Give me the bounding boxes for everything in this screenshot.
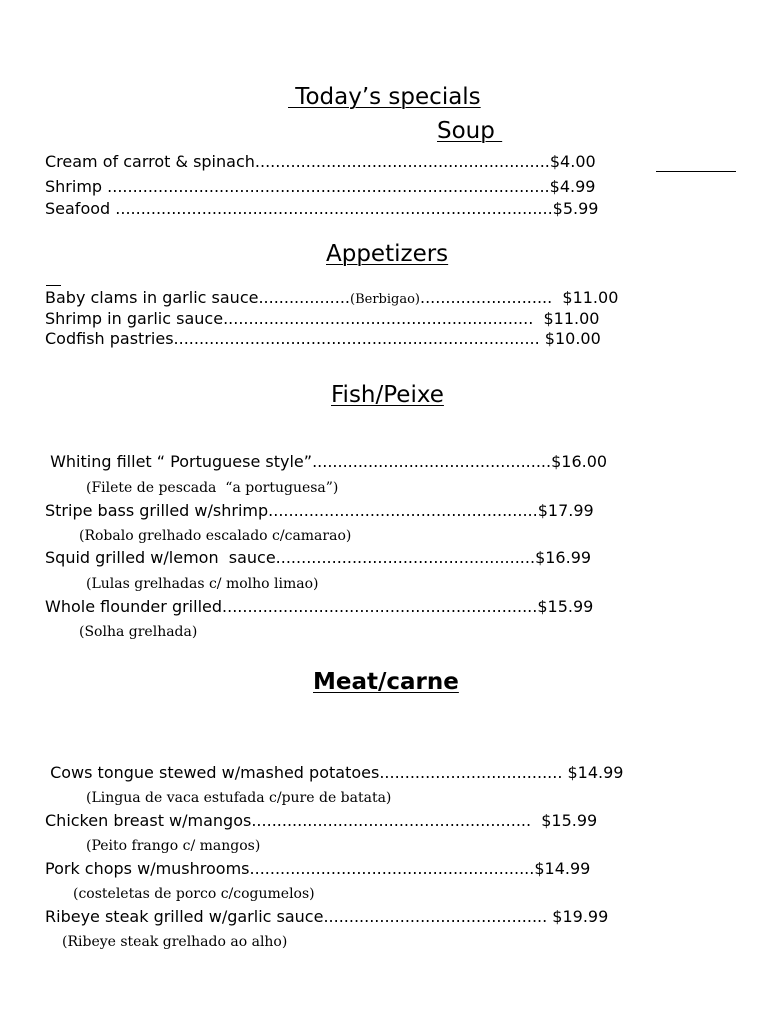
leader-dots: ....................................................... bbox=[251, 811, 532, 830]
menu-item bbox=[45, 763, 623, 783]
leader-dots: ............................................ bbox=[323, 907, 548, 926]
menu-item bbox=[45, 199, 598, 219]
item-price: $10.00 bbox=[539, 329, 601, 348]
leader-dots: ................................................... bbox=[275, 548, 536, 567]
item-price: $11.00 bbox=[533, 309, 600, 328]
item-price: $4.99 bbox=[549, 177, 596, 196]
leader-dots: ....................................................................................... bbox=[107, 177, 550, 196]
menu-item bbox=[45, 309, 599, 329]
menu-item bbox=[45, 907, 608, 927]
item-price: $5.99 bbox=[552, 199, 599, 218]
item-translation: (Lulas grelhadas c/ molho limao) bbox=[86, 576, 319, 592]
item-translation: (Peito frango c/ mangos) bbox=[86, 838, 261, 854]
leader-dots: .................. bbox=[258, 288, 350, 307]
item-name: Pork chops w/mushrooms bbox=[45, 859, 250, 878]
menu-item bbox=[45, 152, 596, 172]
menu-item bbox=[45, 597, 593, 617]
section-heading-meat: Meat/carne bbox=[313, 669, 459, 695]
item-name: Whole flounder grilled bbox=[45, 597, 223, 616]
item-price: $16.99 bbox=[535, 548, 592, 567]
section-heading-fish: Fish/Peixe bbox=[331, 382, 444, 408]
item-name: Shrimp bbox=[45, 177, 108, 196]
menu-item bbox=[45, 548, 591, 568]
item-translation: (Filete de pescada “a portuguesa”) bbox=[86, 480, 339, 496]
item-price: $14.99 bbox=[534, 859, 591, 878]
leader-dots: .................................... bbox=[379, 763, 563, 782]
item-translation: (Solha grelhada) bbox=[79, 624, 198, 640]
menu-item bbox=[45, 452, 607, 472]
item-name: Chicken breast w/mangos bbox=[45, 811, 252, 830]
item-translation: (Ribeye steak grelhado ao alho) bbox=[62, 934, 288, 950]
item-translation: (Robalo grelhado escalado c/camarao) bbox=[79, 528, 352, 544]
leader-dots: .............................................................. bbox=[222, 597, 538, 616]
item-translation: (Lingua de vaca estufada c/pure de batata) bbox=[86, 790, 392, 806]
leader-dots: .......................................................... bbox=[254, 152, 550, 171]
item-translation: (costeletas de porco c/cogumelos) bbox=[73, 886, 315, 902]
item-price: $15.99 bbox=[531, 811, 598, 830]
leader-dots: ........................................................................ bbox=[173, 329, 540, 348]
item-price: $19.99 bbox=[547, 907, 609, 926]
menu-item bbox=[45, 859, 590, 879]
leader-dots: ..................................................... bbox=[268, 501, 538, 520]
item-name: Stripe bass grilled w/shrimp bbox=[45, 501, 269, 520]
leader-dots: .......................... bbox=[419, 288, 553, 307]
leader-dots: ............................................... bbox=[312, 452, 552, 471]
underline-rule bbox=[46, 285, 61, 286]
item-name: Ribeye steak grilled w/garlic sauce bbox=[45, 907, 324, 926]
item-price: $15.99 bbox=[537, 597, 594, 616]
menu-item bbox=[45, 811, 597, 831]
menu-item bbox=[45, 177, 595, 197]
leader-dots: ............................................................. bbox=[223, 309, 534, 328]
item-name: Cows tongue stewed w/mashed potatoes bbox=[45, 763, 380, 782]
section-heading-appetizers: Appetizers bbox=[326, 241, 449, 267]
item-name: Baby clams in garlic sauce bbox=[45, 288, 259, 307]
item-name: Cream of carrot & spinach bbox=[45, 152, 255, 171]
menu-item bbox=[45, 288, 618, 310]
underline-rule bbox=[656, 171, 736, 172]
leader-dots: ........................................................ bbox=[249, 859, 535, 878]
item-name: Codfish pastries bbox=[45, 329, 174, 348]
item-name: Shrimp in garlic sauce bbox=[45, 309, 224, 328]
item-price: $14.99 bbox=[562, 763, 624, 782]
item-name: Squid grilled w/lemon sauce bbox=[45, 548, 276, 567]
item-price: $16.00 bbox=[551, 452, 608, 471]
item-price: $4.00 bbox=[549, 152, 596, 171]
item-name: Whiting fillet “ Portuguese style” bbox=[45, 452, 313, 471]
page-title: Today’s specials bbox=[288, 84, 481, 110]
leader-dots: ...................................................................................... bbox=[115, 199, 553, 218]
section-heading-soup: Soup bbox=[437, 118, 503, 144]
item-note: (Berbigao) bbox=[350, 292, 420, 307]
item-price: $11.00 bbox=[552, 288, 619, 307]
item-price: $17.99 bbox=[537, 501, 594, 520]
menu-item bbox=[45, 329, 601, 349]
item-name: Seafood bbox=[45, 199, 116, 218]
menu-item bbox=[45, 501, 594, 521]
